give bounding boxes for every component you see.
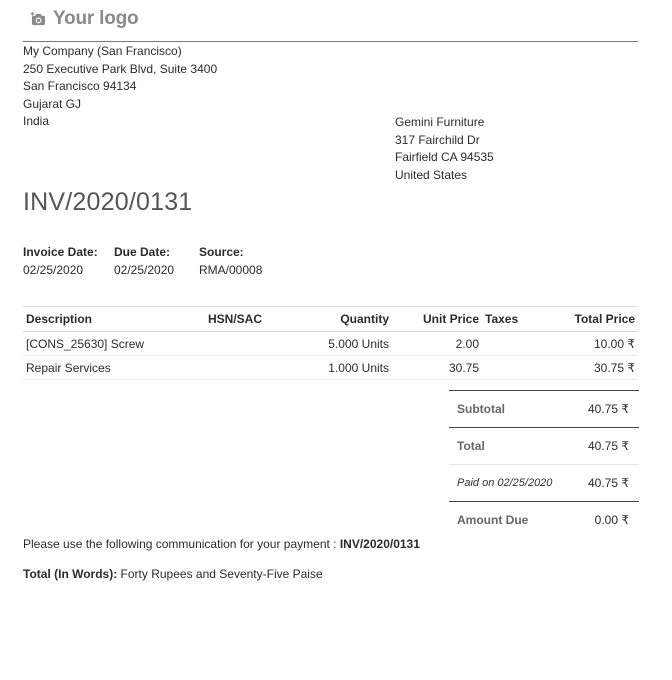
col-taxes: Taxes <box>482 307 548 332</box>
invoice-date-label: Invoice Date: <box>23 245 98 259</box>
cell-hsn <box>205 356 281 380</box>
cell-description: Repair Services <box>23 356 205 380</box>
cell-taxes <box>482 332 548 356</box>
col-hsn: HSN/SAC <box>205 307 281 332</box>
source-label: Source: <box>199 245 244 259</box>
payment-communication <box>23 537 420 551</box>
cell-hsn <box>205 332 281 356</box>
logo-text: Your logo <box>53 8 139 29</box>
cell-unit-price: 30.75 <box>392 356 482 380</box>
col-quantity: Quantity <box>281 307 392 332</box>
cell-taxes <box>482 356 548 380</box>
due-date-block <box>114 243 174 279</box>
words-value: Forty Rupees and Seventy-Five Paise <box>117 567 323 581</box>
subtotal-value: 40.75 ₹ <box>588 402 629 416</box>
payment-value: 40.75 ₹ <box>588 476 629 490</box>
partner-address <box>395 115 635 190</box>
camera-icon <box>31 12 46 27</box>
total-value: 40.75 ₹ <box>588 439 629 453</box>
table-header-row <box>23 307 638 332</box>
partner-country: United States <box>395 167 468 182</box>
table-row <box>23 332 638 356</box>
col-description: Description <box>23 307 205 332</box>
amount-due-value: 0.00 ₹ <box>594 513 629 527</box>
total-label: Total <box>457 439 485 453</box>
cell-total: 10.00 ₹ <box>548 332 638 356</box>
amount-due-row <box>449 501 639 538</box>
cell-total: 30.75 ₹ <box>548 356 638 380</box>
cell-quantity: 1.000 Units <box>281 356 392 380</box>
cell-unit-price: 2.00 <box>392 332 482 356</box>
communication-text: Please use the following communication for your payment : <box>23 537 340 551</box>
col-unit-price: Unit Price <box>392 307 482 332</box>
invoice-date-value: 02/25/2020 <box>23 263 84 277</box>
company-state: Gujarat GJ <box>23 96 82 111</box>
invoice-lines-table <box>23 306 638 380</box>
amount-due-label: Amount Due <box>457 513 529 527</box>
partner-city: Fairfield CA 94535 <box>395 150 494 165</box>
company-address <box>23 43 217 131</box>
company-street: 250 Executive Park Blvd, Suite 3400 <box>23 61 218 76</box>
payment-row <box>449 464 639 501</box>
partner-street: 317 Fairchild Dr <box>395 132 480 147</box>
cell-description: [CONS_25630] Screw <box>23 332 205 356</box>
subtotal-row <box>449 390 639 427</box>
company-country: India <box>23 114 50 129</box>
communication-reference: INV/2020/0131 <box>339 537 420 551</box>
company-city: San Francisco 94134 <box>23 79 137 94</box>
due-date-value: 02/25/2020 <box>114 263 175 277</box>
table-row <box>23 356 638 380</box>
cell-quantity: 5.000 Units <box>281 332 392 356</box>
company-logo <box>31 8 138 30</box>
total-row <box>449 427 639 464</box>
source-value: RMA/00008 <box>199 263 263 277</box>
total-in-words <box>23 567 323 581</box>
payment-label: Paid on 02/25/2020 <box>457 477 553 489</box>
header-divider <box>23 41 638 42</box>
company-name: My Company (San Francisco) <box>23 44 182 58</box>
invoice-date-block <box>23 243 98 279</box>
partner-name: Gemini Furniture <box>395 115 485 129</box>
words-label: Total (In Words): <box>23 567 118 581</box>
invoice-number: INV/2020/0131 <box>23 188 193 216</box>
totals-block <box>449 390 639 538</box>
source-block <box>199 243 262 279</box>
due-date-label: Due Date: <box>114 245 171 259</box>
subtotal-label: Subtotal <box>457 402 505 416</box>
col-total: Total Price <box>548 307 638 332</box>
